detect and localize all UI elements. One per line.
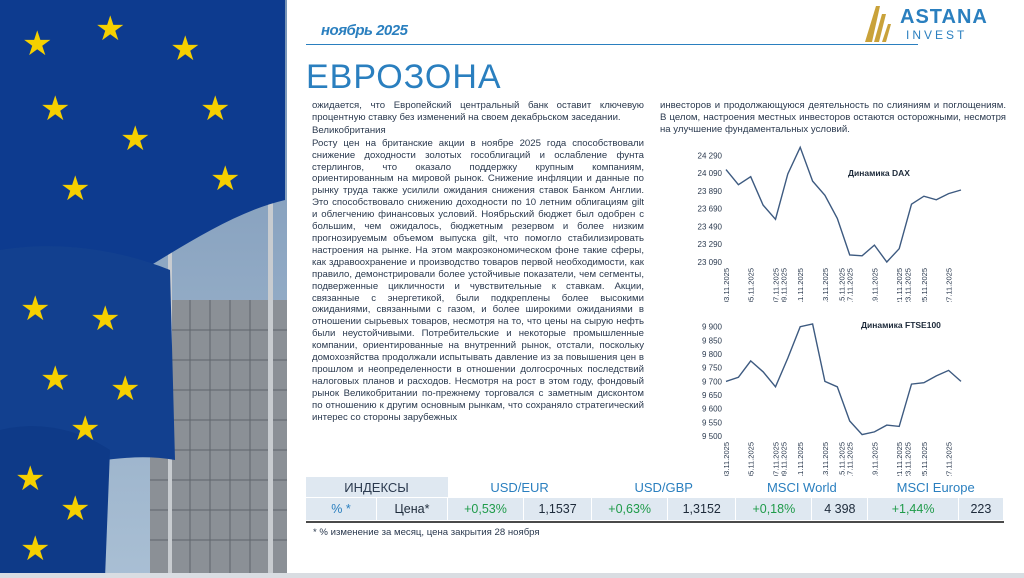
x-tick-label: 25.11.2025: [919, 442, 929, 476]
x-tick-label: 03.11.2025: [722, 442, 731, 476]
y-tick-label: 23 090: [697, 258, 722, 267]
eu-flags-photo: [0, 0, 287, 578]
logo-mark-icon: [862, 4, 892, 44]
subheading-uk: Великобритания: [312, 124, 386, 136]
cell-msci-world-price: 4 398: [812, 498, 868, 521]
x-tick-label: 23.11.2025: [903, 268, 913, 302]
table-footnote: * % изменение за месяц, цена закрытия 28 ноября: [313, 527, 540, 538]
x-tick-label: 21.11.2025: [895, 442, 905, 476]
svg-text:★: ★: [20, 529, 51, 569]
cell-msci-europe-price: 223: [958, 498, 1003, 521]
x-tick-label: 11.11.2025: [796, 442, 806, 476]
series-line: [726, 147, 961, 262]
svg-text:★: ★: [15, 459, 46, 499]
header-indices: ИНДЕКСЫ: [306, 477, 448, 498]
logo-brand-sub: INVEST: [906, 28, 968, 42]
article-column-right: инвесторов и продолжающуюся деятельность по слияниям и поглощениям. В целом, настроения местных инвесторов остаются осторожными, несмотря на улучшение фундаментальных условий.: [660, 100, 1006, 135]
svg-text:★: ★: [90, 299, 121, 339]
header-msci-europe: MSCI Europe: [896, 479, 975, 495]
y-tick-label: 9 750: [701, 363, 722, 373]
chart-dax-svg: [656, 142, 972, 302]
page-title: ЕВРОЗОНА: [306, 58, 502, 96]
y-tick-label: 9 800: [701, 350, 722, 360]
paragraph-uk: Росту цен на британские акции в ноябре 2025 года способствовали снижение доходности золотых гособлигаций и ослабление фунта стерлингов, что оказало поддержку крупным компаниям, ориентированным на мировой рынок. Снижение инфляции и данные по рынку труда также усилили ожидания снижения ставок Банком Англии. Это способствовало снижению доходности по 10 летним облигациям gilt и облегчению финансовых условий. Ноябрьский бюджет был одобрен с большим, чем ожидалось, бюджетным резервом и более низким прогнозируемым объемом выпуска gilt, что помогло стабилизировать настроения на рынке. На этом макроэкономическом фоне такие сферы, как здравоохранение и производство товаров первой необходимости, как правило, демонстрировали более устойчивые показатели, чем сегменты, подверженные цикличности и чувствительные к ставкам. Акции, связанные с энергетикой, были подкреплены более высокими ожиданиями, связанными с газом, и более широкими ожиданиями в отношении сырьевых товаров, несмотря на то, что цены на сырую нефть были неустойчивыми. Потребительские и некоторые промышленные компании, ориентированные на внутренний рынок, отстали, поскольку домохозяйства продолжали испытывать давление из за повышения цен в прошлом и неопределенности в отношении долгосрочных последствий налоговых планов и расходов. Несмотря на рост в этом году, фондовый рынок Великобритании по-прежнему торговался с заметным дисконтом по отношению к другим основным рынкам, что сохраняло стратегический интерес со стороны зарубежных: [312, 137, 644, 423]
x-tick-label: 21.11.2025: [895, 268, 905, 302]
svg-text:★: ★: [95, 9, 126, 49]
astana-invest-logo: [862, 4, 1022, 44]
y-tick-label: 24 090: [697, 169, 722, 179]
cell-usd-gbp-change: +0,63%: [592, 498, 668, 521]
y-tick-label: 9 850: [701, 336, 722, 346]
header-usd-eur: USD/EUR: [490, 479, 549, 495]
indices-table: [305, 477, 1004, 523]
svg-text:★: ★: [200, 89, 231, 129]
paragraph-intro: ожидается, что Европейский центральный банк оставит ключевую процентную ставку без изменений на своем декабрьском заседании.: [312, 100, 644, 123]
x-tick-label: 17.11.2025: [845, 442, 855, 476]
svg-text:★: ★: [60, 169, 91, 209]
x-tick-label: 09.11.2025: [779, 442, 789, 476]
header-msci-world: MSCI World: [766, 479, 837, 495]
x-tick-label: 05.11.2025: [746, 268, 756, 302]
x-tick-label: 15.11.2025: [837, 268, 847, 302]
y-tick-label: 9 900: [701, 322, 722, 332]
header-usd-gbp: USD/GBP: [634, 479, 693, 495]
cell-price-label: Цена*: [377, 498, 448, 521]
svg-text:★: ★: [22, 24, 53, 64]
x-tick-label: 19.11.2025: [870, 268, 880, 302]
x-tick-label: 13.11.2025: [820, 268, 830, 302]
chart-title: Динамика DAX: [848, 168, 910, 178]
indices-table-row: [306, 498, 1004, 521]
x-tick-label: 27.11.2025: [944, 442, 954, 476]
cell-percent-label: % *: [306, 498, 377, 521]
header-divider: [306, 44, 918, 45]
x-tick-label: 23.11.2025: [903, 442, 913, 476]
cell-msci-world-change: +0,18%: [736, 498, 812, 521]
chart-title: Динамика FTSE100: [861, 320, 941, 330]
y-tick-label: 9 550: [701, 418, 722, 428]
y-tick-label: 23 490: [697, 222, 722, 232]
svg-text:★: ★: [40, 359, 71, 399]
y-tick-label: 23 690: [697, 204, 722, 214]
y-tick-label: 9 500: [701, 432, 722, 441]
y-tick-label: 23 290: [697, 240, 722, 250]
page-bottom-bar: [0, 573, 1024, 578]
chart-ftse100: [656, 316, 972, 481]
x-tick-label: 05.11.2025: [746, 442, 756, 476]
chart-dax: [656, 142, 972, 307]
logo-brand-name: ASTANA: [900, 6, 988, 28]
svg-text:★: ★: [110, 369, 141, 409]
svg-text:★: ★: [210, 159, 241, 199]
svg-text:★: ★: [120, 119, 151, 159]
article-column-left: [312, 100, 644, 423]
x-tick-label: 15.11.2025: [837, 442, 847, 476]
x-tick-label: 27.11.2025: [944, 268, 954, 302]
cell-usd-gbp-price: 1,3152: [668, 498, 736, 521]
table-bottom-rule: [306, 521, 1004, 524]
cell-msci-europe-change: +1,44%: [868, 498, 958, 521]
y-tick-label: 9 700: [701, 377, 722, 387]
report-month: ноябрь 2025: [321, 22, 408, 39]
svg-text:★: ★: [20, 289, 51, 329]
x-tick-label: 07.11.2025: [771, 442, 781, 476]
svg-text:★: ★: [170, 29, 201, 69]
series-line: [726, 324, 961, 435]
x-tick-label: 19.11.2025: [870, 442, 880, 476]
x-tick-label: 13.11.2025: [820, 442, 830, 476]
y-tick-label: 23 890: [697, 186, 722, 196]
cell-usd-eur-price: 1,1537: [524, 498, 592, 521]
cell-usd-eur-change: +0,53%: [448, 498, 524, 521]
x-tick-label: 03.11.2025: [722, 268, 731, 302]
x-tick-label: 07.11.2025: [771, 268, 781, 302]
x-tick-label: 11.11.2025: [796, 268, 806, 302]
indices-table-header: [306, 477, 1004, 498]
y-tick-label: 9 600: [701, 404, 722, 414]
y-tick-label: 24 290: [697, 151, 722, 161]
chart-ftse100-svg: [656, 316, 972, 476]
x-tick-label: 25.11.2025: [919, 268, 929, 302]
svg-text:★: ★: [70, 409, 101, 449]
svg-text:★: ★: [60, 489, 91, 529]
y-tick-label: 9 650: [701, 391, 722, 401]
x-tick-label: 17.11.2025: [845, 268, 855, 302]
x-tick-label: 09.11.2025: [779, 268, 789, 302]
svg-text:★: ★: [40, 89, 71, 129]
